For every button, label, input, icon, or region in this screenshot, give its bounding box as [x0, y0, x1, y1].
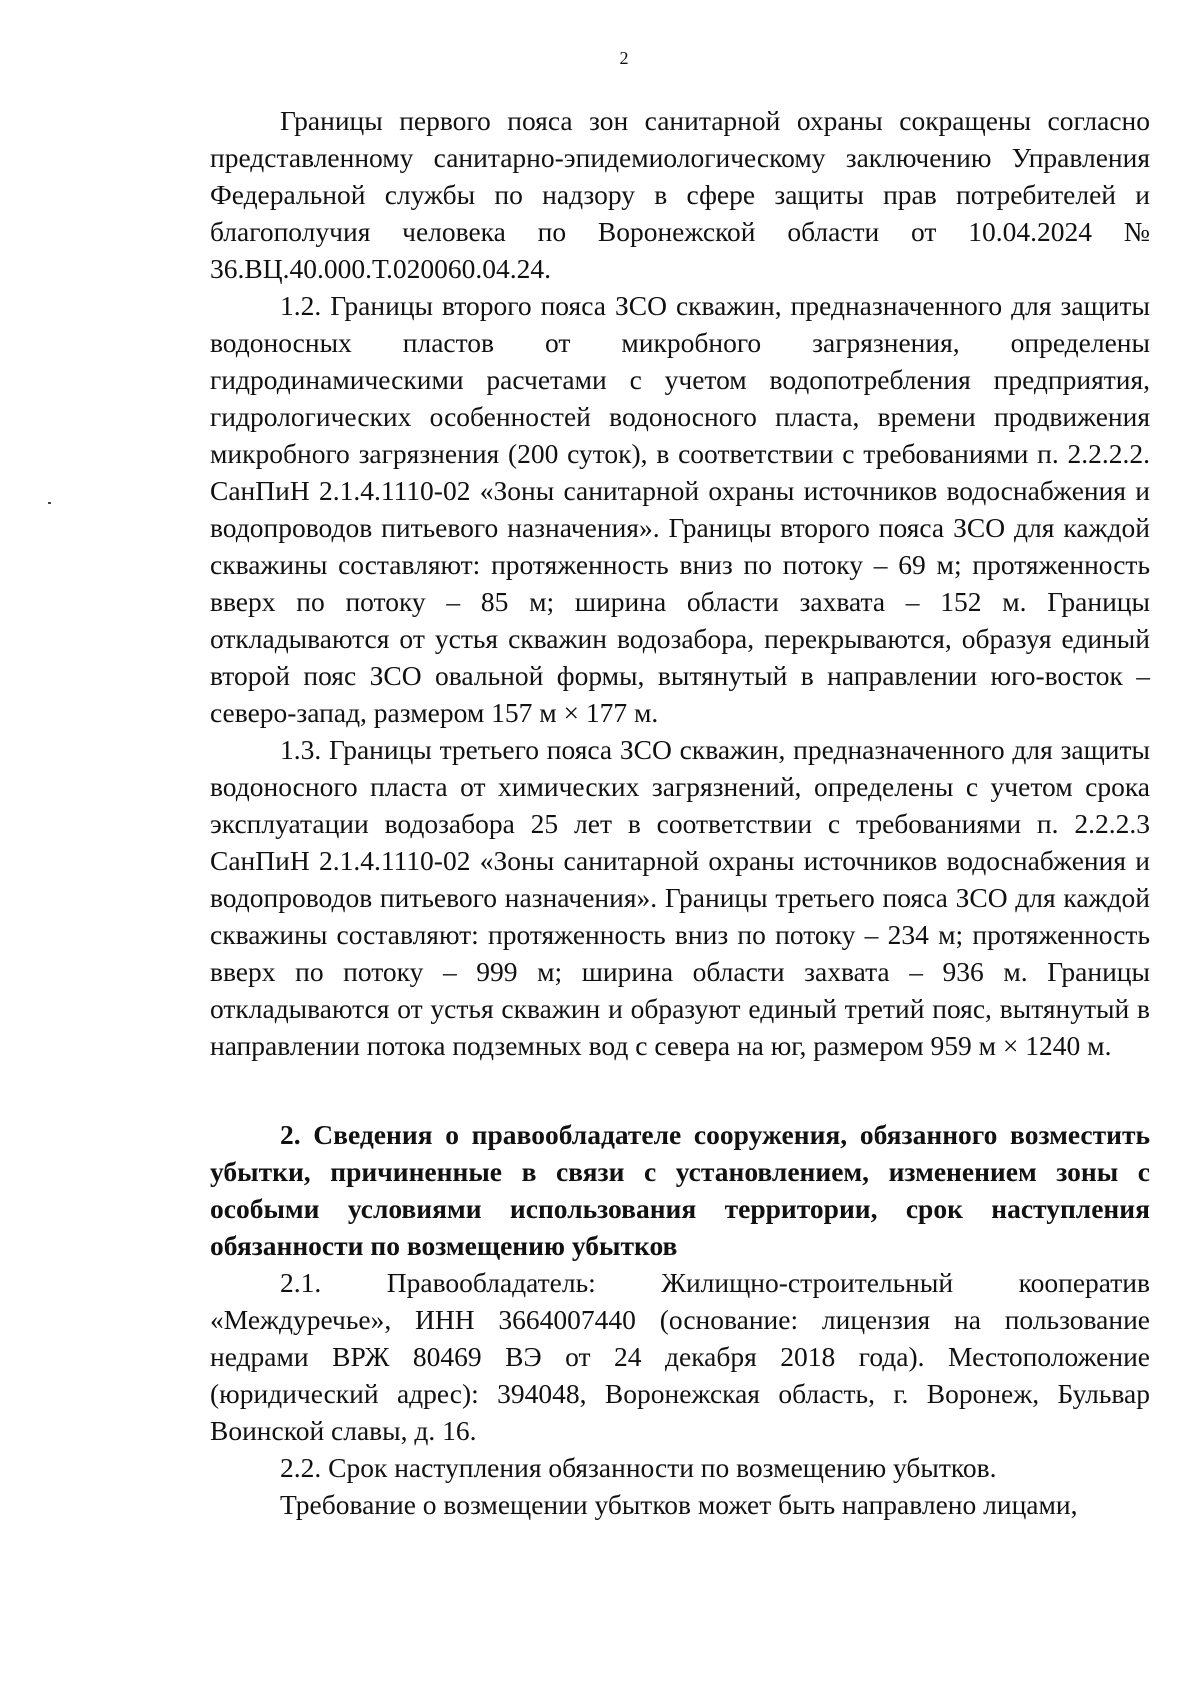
section-2-heading: 2. Сведения о правообладателе сооружения, обязанного возместить убытки, причиненные в связи с установлением, изменением зоны с особыми условиями использования территории, срок наступления обязанности по возмещению убытков [210, 1119, 1150, 1261]
paragraph-2-2: 2.2. Срок наступления обязанности по возмещению убытков. [280, 1452, 997, 1483]
document-body [210, 102, 1150, 1523]
scan-speck [48, 502, 51, 504]
paragraph-zone-one: Границы первого пояса зон санитарной охраны сокращены согласно представленному санитарно-эпидемиологическому заключению Управления Федеральной службы по надзору в сфере защиты прав потребителей и благополучия человека по Воронежской области от 10.04.2024 № 36.ВЦ.40.000.Т.020060.04.24. [210, 105, 1150, 284]
paragraph-2-1: 2.1. Правообладатель: Жилищно-строительный кооператив «Междуречье», ИНН 3664007440 (основание: лицензия на пользование недрами ВРЖ 80469 ВЭ от 24 декабря 2018 года). Местоположение (юридический адрес): 394048, Воронежская область, г. Воронеж, Бульвар Воинской славы, д. 16. [210, 1267, 1150, 1446]
page-number: 2 [619, 48, 629, 68]
paragraph-1-3: 1.3. Границы третьего пояса ЗСО скважин, предназначенного для защиты водоносного пласта от химических загрязнений, определены с учетом срока эксплуатации водозабора 25 лет в соответствии с требованиями п. 2.2.2.3 СанПиН 2.1.4.1110-02 «Зоны санитарной охраны источников водоснабжения и водопроводов питьевого назначения». Границы третьего пояса ЗСО для каждой скважины составляют: протяженность вниз по потоку – 234 м; протяженность вверх по потоку – 999 м; ширина области захвата – 936 м. Границы откладываются от устья скважин и образуют единый третий пояс, вытянутый в направлении потока подземных вод с севера на юг, размером 959 м × 1240 м. [210, 734, 1150, 1061]
paragraph-1-2: 1.2. Границы второго пояса ЗСО скважин, предназначенного для защиты водоносных пластов от микробного загрязнения, определены гидродинамическими расчетами с учетом водопотребления предприятия, гидрологических особенностей водоносного пласта, времени продвижения микробного загрязнения (200 суток), в соответствии с требованиями п. 2.2.2.2. СанПиН 2.1.4.1110-02 «Зоны санитарной охраны источников водоснабжения и водопроводов питьевого назначения». Границы второго пояса ЗСО для каждой скважины составляют: протяженность вниз по потоку – 69 м; протяженность вверх по потоку – 85 м; ширина области захвата – 152 м. Границы откладываются от устья скважин водозабора, перекрываются, образуя единый второй пояс ЗСО овальной формы, вытянутый в направлении юго-восток – северо-запад, размером 157 м × 177 м. [210, 290, 1150, 728]
paragraph-claim: Требование о возмещении убытков может быть направлено лицами, [280, 1489, 1078, 1520]
